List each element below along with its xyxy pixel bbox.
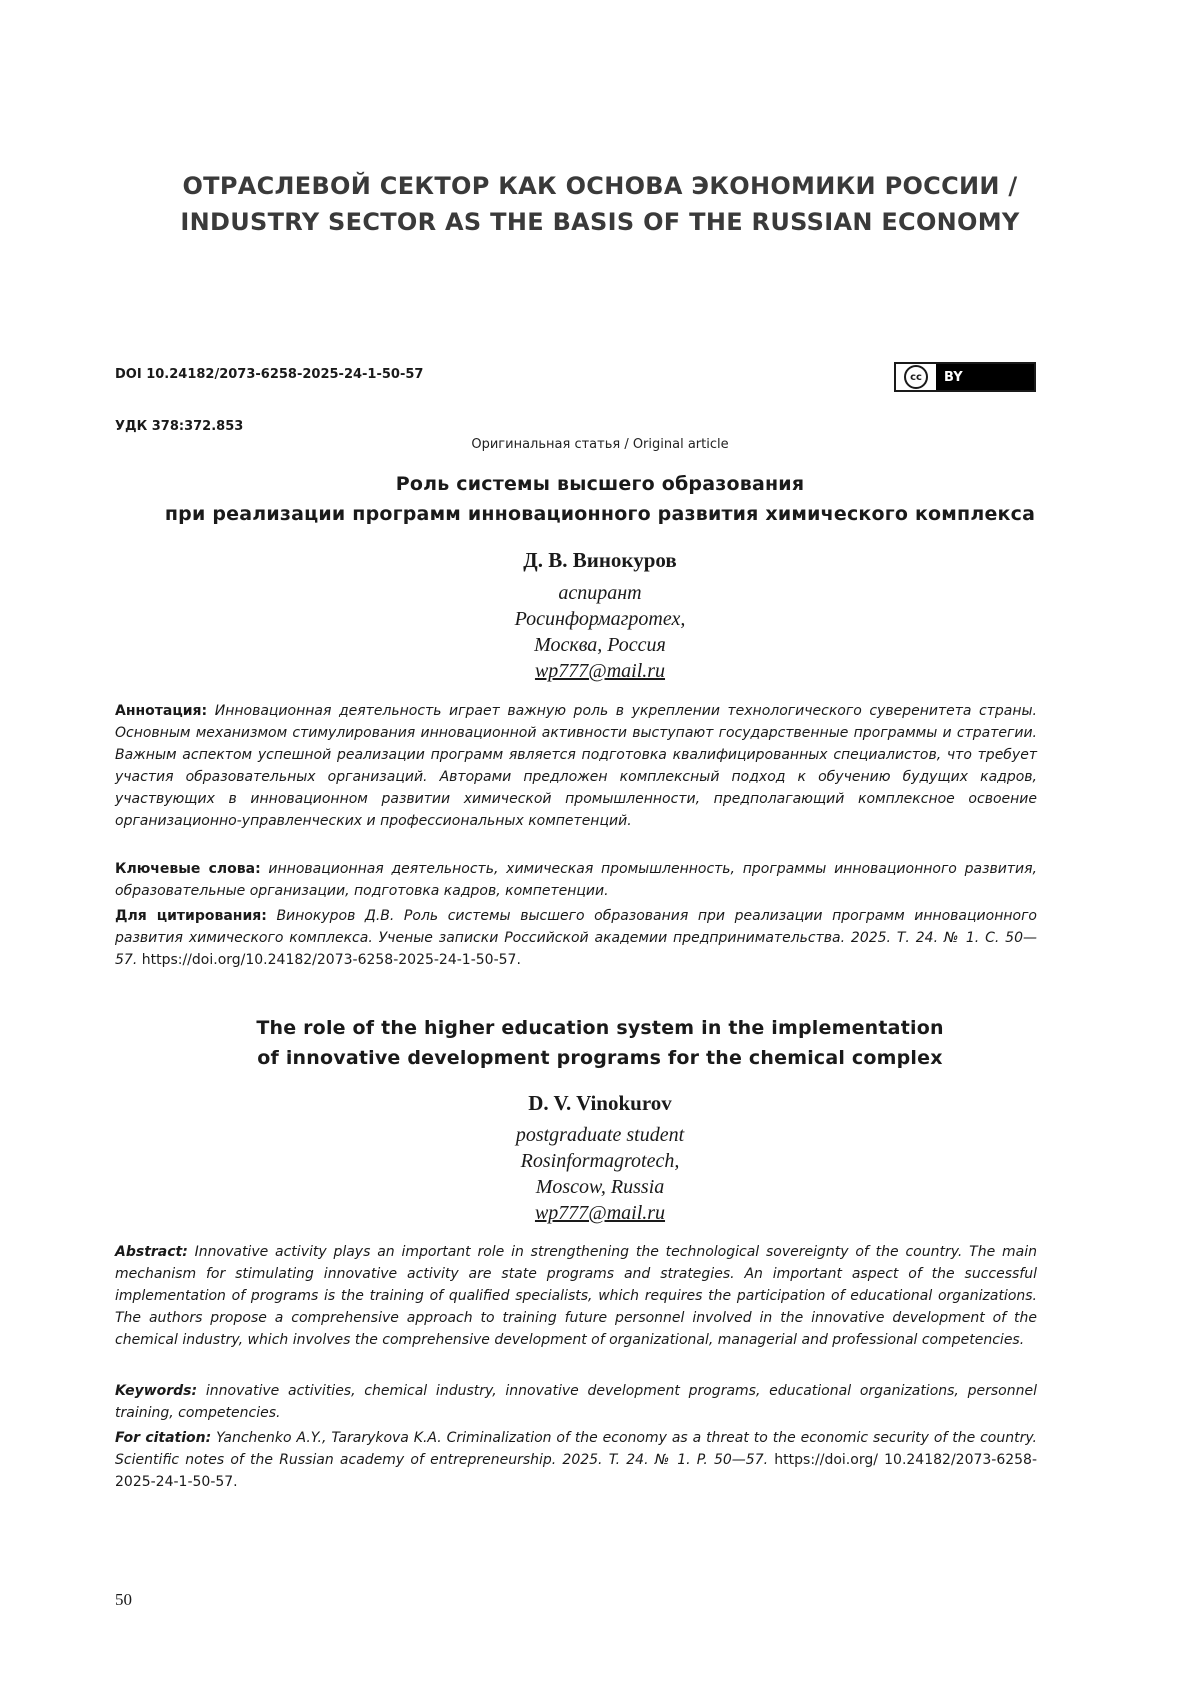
keywords-text-ru: инновационная деятельность, химическая промышленность, программы инновационного развития, образовательные организации, подготовка кадров, компетенции. [115,861,1037,899]
citation-doi-link-ru[interactable]: https://doi.org/10.24182/2073-6258-2025-24-1-50-57. [141,952,521,968]
author-affiliation-en [0,1122,1200,1226]
abstract-en [115,1241,1037,1351]
citation-text-ru: Винокуров Д.В. Роль системы высшего образования при реализации программ инновационного развития химического комплекса. Ученые записки Российской академии предпринимательства. 2025. Т. 24. № 1. С. 50—57. [115,908,1038,968]
citation-ru [115,905,1037,971]
author-location-en: Moscow, Russia [535,1176,665,1198]
keywords-label-ru: Ключевые слова: [115,861,261,877]
keywords-label-en: Keywords: [115,1383,198,1399]
section-header-en: INDUSTRY SECTOR AS THE BASIS OF THE RUSSIAN ECONOMY [180,208,1020,236]
author-position-en: postgraduate student [515,1124,685,1146]
udk-code: УДК 378:372.853 [115,419,244,434]
abstract-ru [115,700,1037,832]
page-number: 50 [115,1590,132,1609]
abstract-text-en: Innovative activity plays an important role in strengthening the technological sovereignty of the country. The main mechanism for stimulating innovative activity are state programs and strategies. An important aspect of the successful implementation of programs is the training of qualified specialists, which requires the participation of educational organizations. The authors propose a comprehensive approach to training future personnel involved in the innovative development of the chemical industry, which involves the comprehensive development of organizational, managerial and professional competencies. [115,1244,1037,1348]
title-ru-line2: при реализации программ инновационного развития химического комплекса [164,503,1036,525]
citation-doi-link-en[interactable]: https://doi.org/ 10.24182/2073-6258-2025-24-1-50-57. [115,1452,1038,1490]
author-organization-en: Rosinformagrotech, [520,1150,680,1172]
author-location-ru: Москва, Россия [534,634,666,656]
section-header [0,168,1200,240]
author-organization-ru: Росинформагротех, [514,608,686,630]
author-position-ru: аспирант [558,582,642,604]
abstract-label-en: Abstract: [115,1244,188,1260]
license-by-label: BY [936,364,1034,390]
title-en [0,1013,1200,1073]
abstract-label-ru: Аннотация: [115,703,208,719]
abstract-text-ru: Инновационная деятельность играет важную роль в укреплении технологического суверенитета страны. Основным механизмом стимулирования инновационной активности выступают государственные программы и стратегии. Важным аспектом успешной реализации программ является подготовка квалифицированных специалистов, что требует участия образовательных организаций. Авторами предложен комплексный подход к обучению будущих кадров, участвующих в инновационном развитии химической промышленности, предполагающий комплексное освоение организационно-управленческих и профессиональных компетенций. [115,703,1037,829]
section-header-ru: ОТРАСЛЕВОЙ СЕКТОР КАК ОСНОВА ЭКОНОМИКИ РОССИИ / [182,172,1018,200]
keywords-en [115,1380,1037,1424]
creative-commons-icon: cc [904,365,928,389]
title-en-line2: of innovative development programs for the chemical complex [257,1047,943,1069]
author-email-ru[interactable]: wp777@mail.ru [534,660,666,682]
article-type: Оригинальная статья / Original article [471,437,729,452]
cc-by-license-badge [894,362,1036,392]
title-en-line1: The role of the higher education system in the implementation [256,1017,944,1039]
author-name-ru: Д. В. Винокуров [523,548,677,572]
doi: DOI 10.24182/2073-6258-2025-24-1-50-57 [115,367,424,382]
citation-text-en: Yanchenko A.Y., Tararykova K.A. Criminalization of the economy as a threat to the economic security of the country. Scientific notes of the Russian academy of entrepreneurship. 2025. T. 24. № 1. P. 50—57. [115,1430,1037,1468]
citation-en [115,1427,1037,1493]
citation-label-en: For citation: [115,1430,212,1446]
author-email-en[interactable]: wp777@mail.ru [534,1202,666,1224]
citation-label-ru: Для цитирования: [115,908,267,924]
keywords-text-en: innovative activities, chemical industry, innovative development programs, educational organizations, personnel training, competencies. [115,1383,1037,1421]
author-affiliation-ru [0,580,1200,684]
keywords-ru [115,858,1037,902]
author-name-en: D. V. Vinokurov [528,1091,672,1115]
title-ru [0,469,1200,529]
title-ru-line1: Роль системы высшего образования [395,473,805,495]
